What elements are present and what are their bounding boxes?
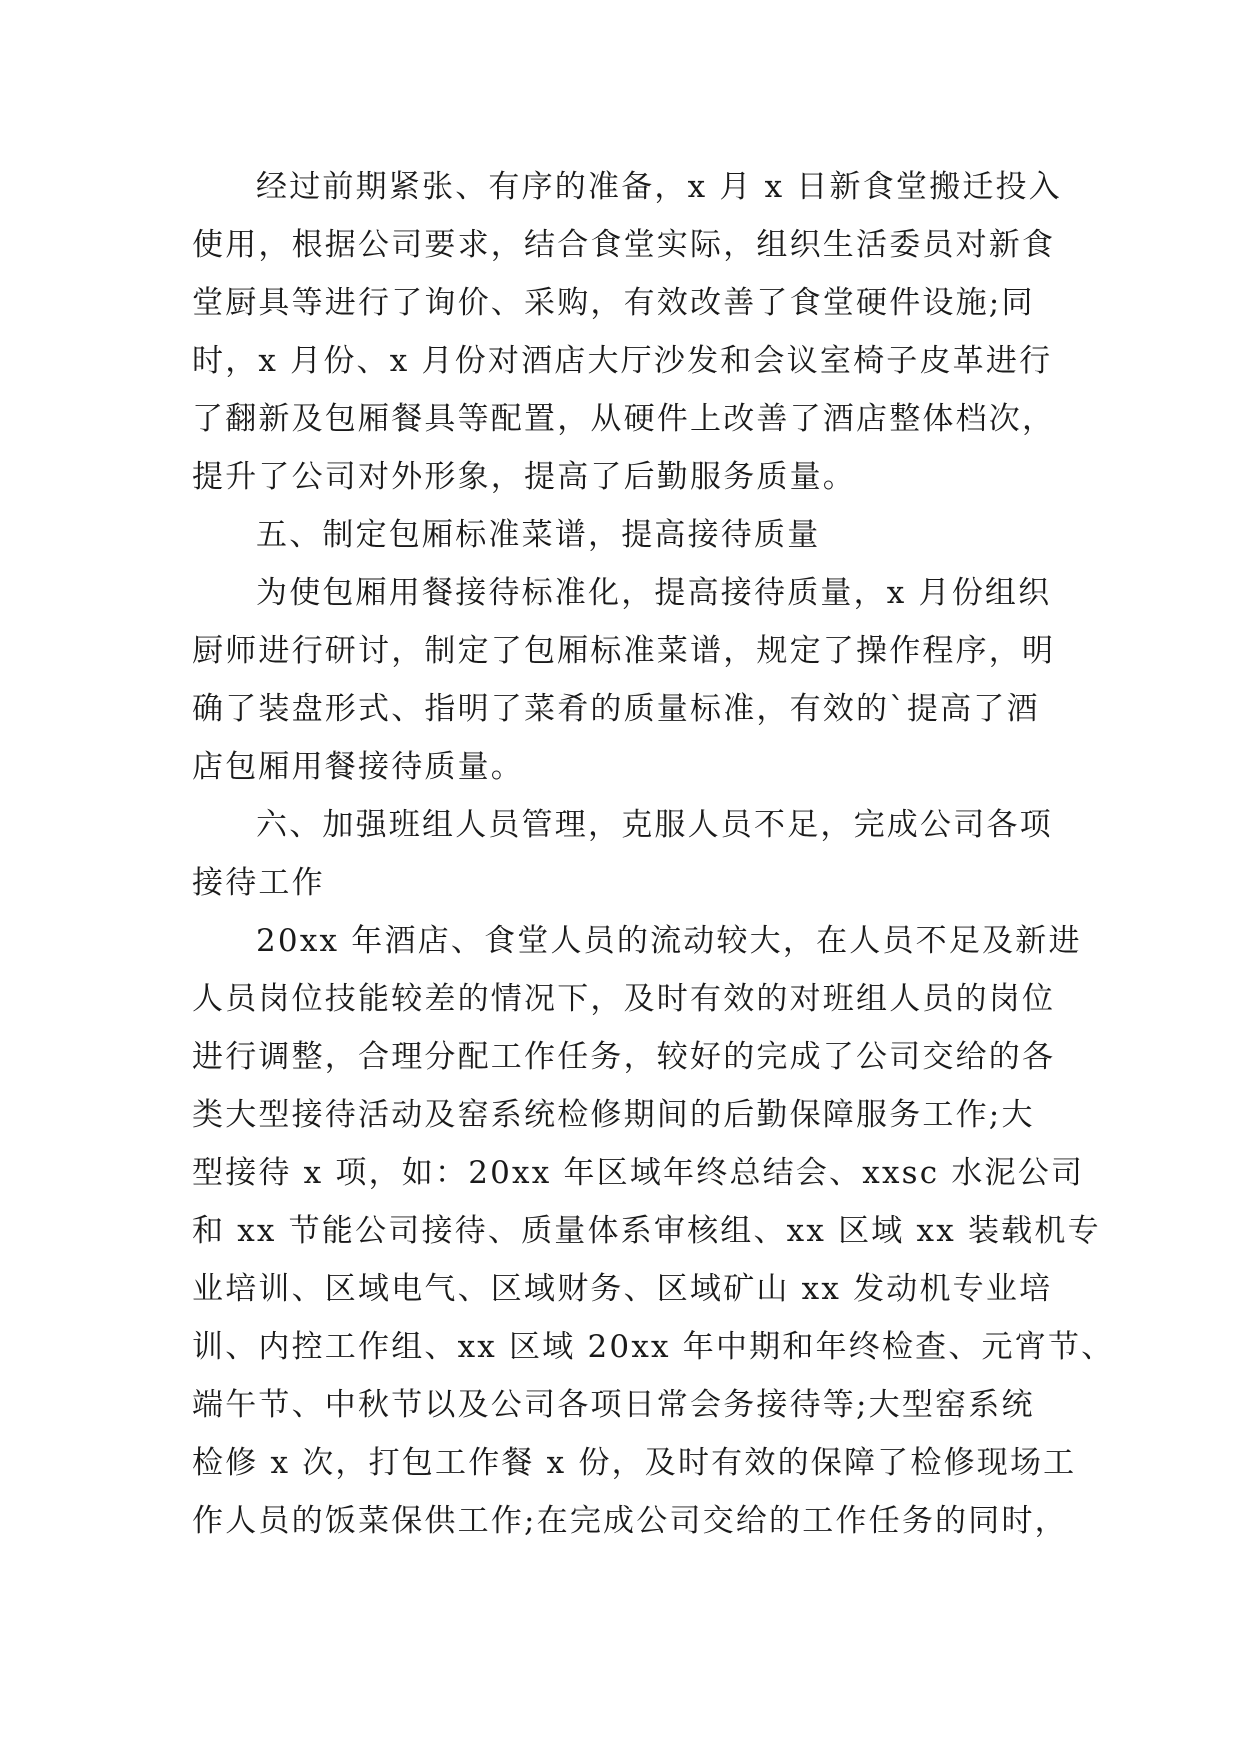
paragraph-line: 堂厨具等进行了询价、采购，有效改善了食堂硬件设施;同 <box>192 285 1035 321</box>
paragraph-line: 为使包厢用餐接待标准化，提高接待质量，x 月份组织 <box>256 575 1052 611</box>
paragraph-line: 经过前期紧张、有序的准备，x 月 x 日新食堂搬迁投入 <box>256 169 1062 205</box>
paragraph-line: 时，x 月份、x 月份对酒店大厅沙发和会议室椅子皮革进行 <box>192 343 1053 379</box>
section-heading: 接待工作 <box>192 865 325 901</box>
paragraph-line: 类大型接待活动及窑系统检修期间的后勤保障服务工作;大 <box>192 1097 1035 1133</box>
paragraph-line: 了翻新及包厢餐具等配置，从硬件上改善了酒店整体档次， <box>192 401 1056 437</box>
paragraph-line: 使用，根据公司要求，结合食堂实际，组织生活委员对新食 <box>192 227 1056 263</box>
paragraph-line: 厨师进行研讨，制定了包厢标准菜谱，规定了操作程序，明 <box>192 633 1056 669</box>
paragraph-line: 人员岗位技能较差的情况下，及时有效的对班组人员的岗位 <box>192 981 1056 1017</box>
paragraph-line: 型接待 x 项，如：20xx 年区域年终总结会、xxsc 水泥公司 <box>192 1155 1085 1191</box>
paragraph-line: 提升了公司对外形象，提高了后勤服务质量。 <box>192 459 856 495</box>
paragraph-line: 检修 x 次，打包工作餐 x 份，及时有效的保障了检修现场工 <box>192 1445 1077 1481</box>
paragraph-line: 和 xx 节能公司接待、质量体系审核组、xx 区域 xx 装载机专 <box>192 1213 1101 1249</box>
document-body <box>192 158 1115 1550</box>
paragraph-line: 确了装盘形式、指明了菜肴的质量标准，有效的`提高了酒 <box>192 691 1040 727</box>
section-heading: 五、制定包厢标准菜谱，提高接待质量 <box>256 517 821 553</box>
paragraph-line: 作人员的饭菜保供工作;在完成公司交给的工作任务的同时， <box>192 1503 1068 1539</box>
paragraph-line: 端午节、中秋节以及公司各项日常会务接待等;大型窑系统 <box>192 1387 1035 1423</box>
paragraph-line: 店包厢用餐接待质量。 <box>192 749 524 785</box>
paragraph-line: 进行调整，合理分配工作任务，较好的完成了公司交给的各 <box>192 1039 1056 1075</box>
paragraph-line: 训、内控工作组、xx 区域 20xx 年中期和年终检查、元宵节、 <box>192 1329 1115 1365</box>
paragraph-line: 20xx 年酒店、食堂人员的流动较大，在人员不足及新进 <box>256 923 1082 959</box>
paragraph-line: 业培训、区域电气、区域财务、区域矿山 xx 发动机专业培 <box>192 1271 1053 1307</box>
section-heading: 六、加强班组人员管理，克服人员不足，完成公司各项 <box>256 807 1053 843</box>
